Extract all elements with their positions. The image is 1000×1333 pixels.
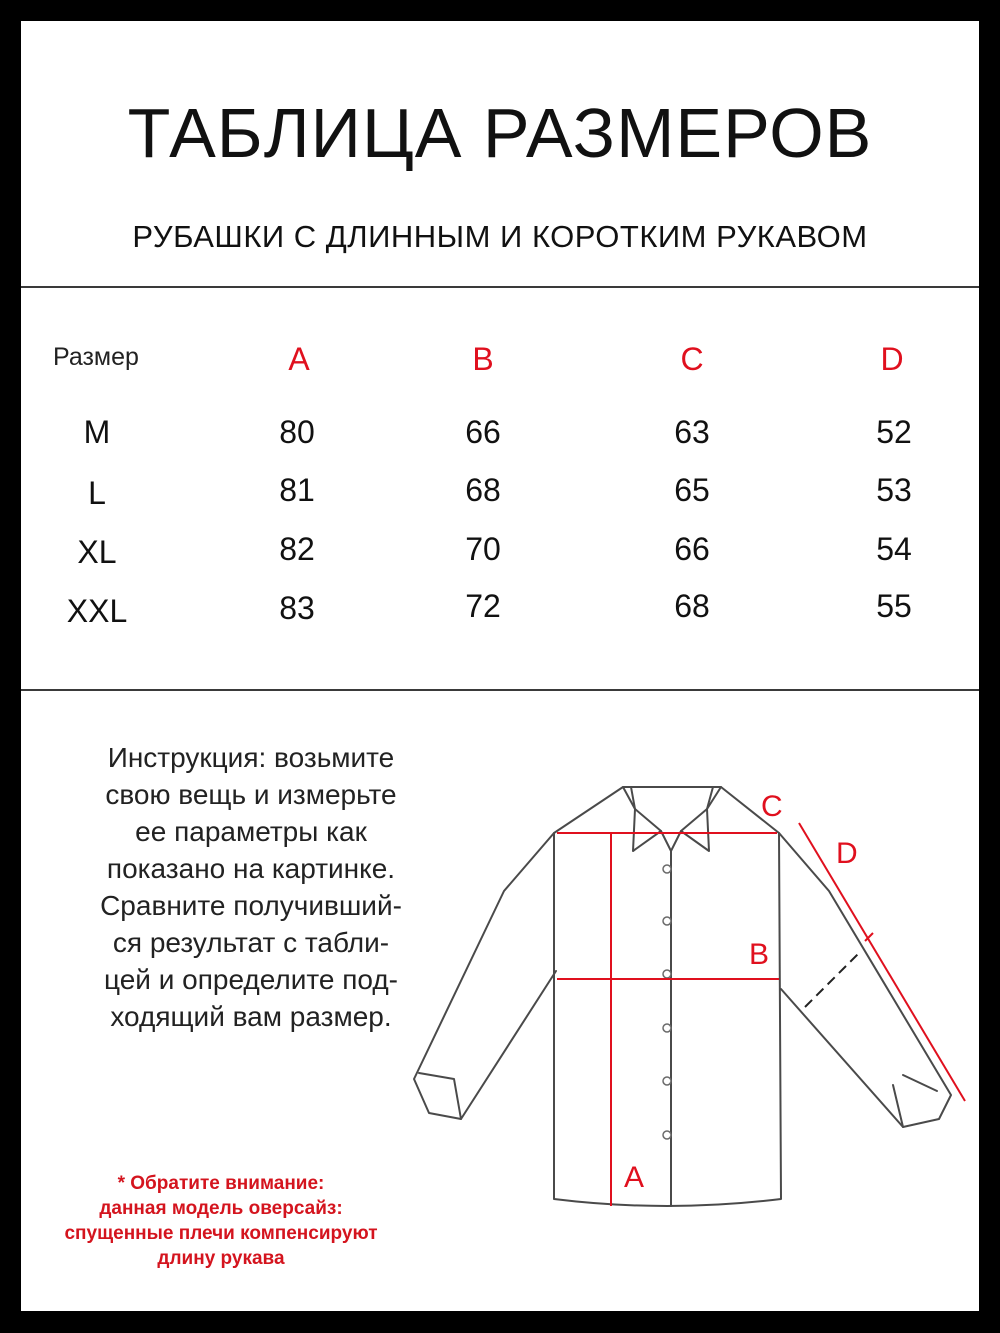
collar-left-point [633,809,661,851]
page-subtitle: РУБАШКИ С ДЛИННЫМ И КОРОТКИМ РУКАВОМ [132,219,868,254]
size-label: XXL [66,593,128,629]
label-d: D [836,837,858,870]
column-header-b: B [472,341,494,377]
shirt-collar [623,787,721,851]
value-c: 66 [674,531,710,567]
value-a: 81 [279,472,315,508]
value-a: 83 [279,590,315,626]
value-b: 72 [465,588,501,624]
button-dot [663,917,671,925]
shirt-diagram [21,21,979,1311]
button-dot [663,1024,671,1032]
value-b: 70 [465,531,501,567]
column-header-d: D [880,341,904,377]
size-label: XL [77,534,117,570]
value-b: 66 [465,414,501,450]
value-b: 68 [465,472,501,508]
shirt-outline [414,787,951,1206]
shirt-body [554,787,781,1206]
value-a: 82 [279,531,315,567]
left-cuff [419,1073,461,1119]
measure-d-line [799,823,965,1101]
collar-stand [631,787,713,809]
size-chart-sheet [21,21,979,1311]
value-d: 54 [876,531,912,567]
value-c: 65 [674,472,710,508]
column-header-a: A [288,341,310,377]
page-title: ТАБЛИЦА РАЗМЕРОВ [127,94,873,172]
button-dot [663,970,671,978]
right-sleeve [779,833,951,1127]
value-c: 63 [674,414,710,450]
collar-right-point [681,809,709,851]
value-a: 80 [279,414,315,450]
value-d: 53 [876,472,912,508]
label-b: B [749,938,770,971]
right-cuff [893,1075,937,1127]
oversize-note: * Обратите внимание: данная модель оверсайз: спущенные плечи компенсируют длину рукава [64,1173,378,1269]
size-label: L [88,475,106,511]
size-column-header: Размер [53,343,139,371]
shirt-buttons [663,865,671,1139]
label-c: C [761,790,783,823]
value-c: 68 [674,588,710,624]
label-a: A [624,1161,645,1194]
button-dot [663,1131,671,1139]
sleeve-dashed-line [805,951,861,1007]
value-d: 55 [876,588,912,624]
button-dot [663,865,671,873]
size-label: M [83,414,111,450]
column-header-c: C [680,341,704,377]
button-dot [663,1077,671,1085]
value-d: 52 [876,414,912,450]
instruction-text: Инструкция: возьмите свою вещь и измерьте ее параметры как показано на картинке. Сравните получивший- ся результат с табли- цей и определите под- ходящий вам размер. [100,742,402,1032]
